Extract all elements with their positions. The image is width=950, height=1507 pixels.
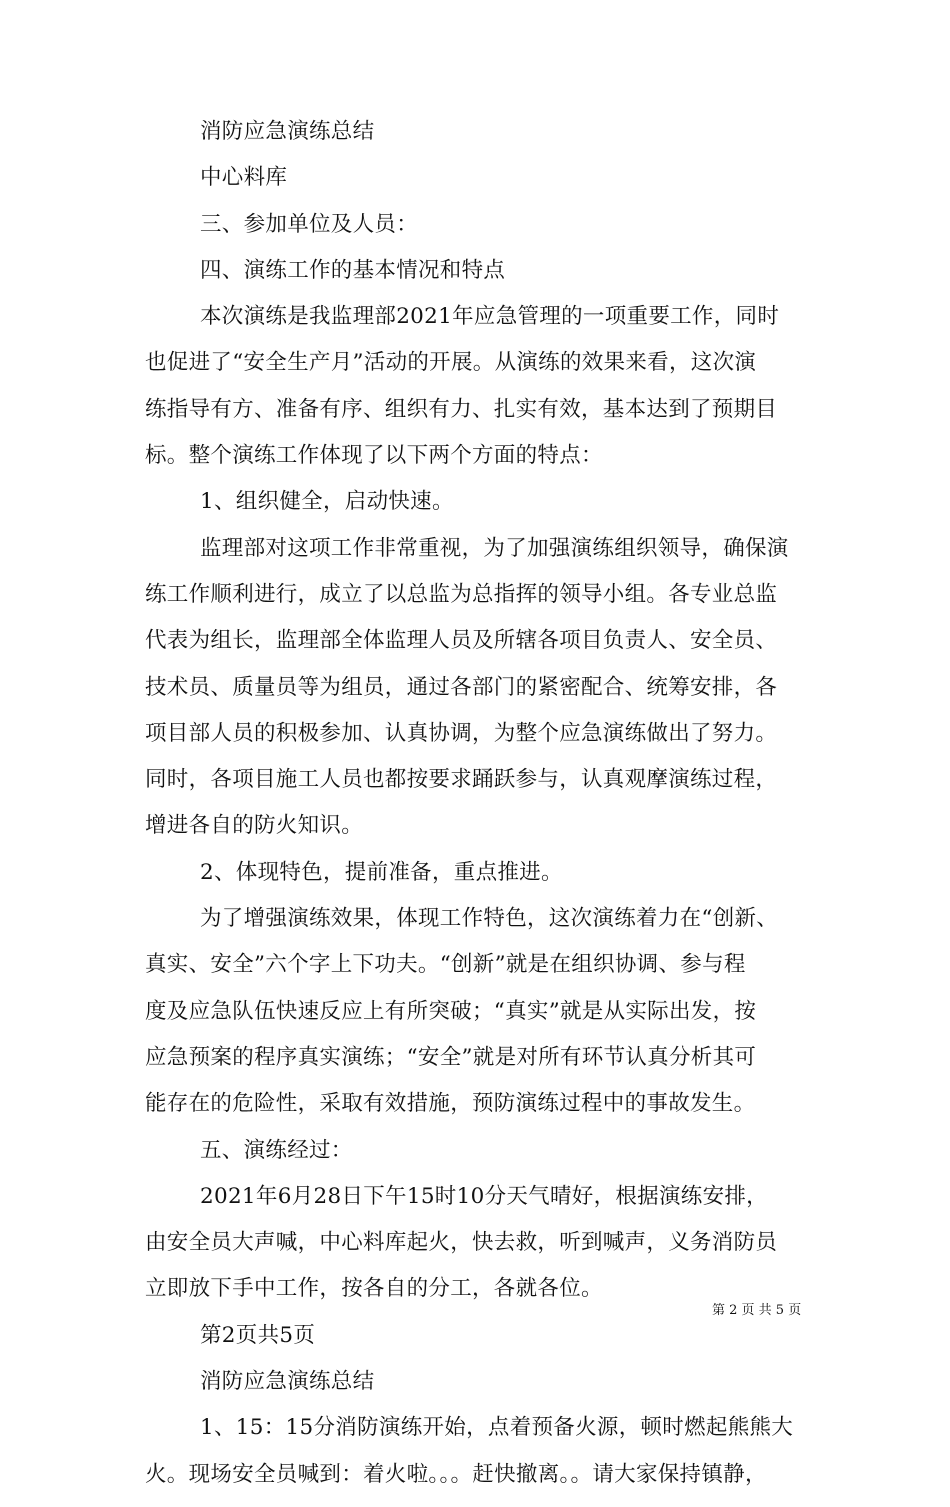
paragraph-line: 项目部人员的积极参加、认真协调，为整个应急演练做出了努力。 xyxy=(145,720,778,746)
paragraph-line: 能存在的危险性，采取有效措施，预防演练过程中的事故发生。 xyxy=(145,1091,756,1117)
section-heading-5: 五、演练经过： xyxy=(200,1137,353,1163)
paragraph-line: 为了增强演练效果，体现工作特色，这次演练着力在“创新、 xyxy=(200,906,779,932)
paragraph-line: 练工作顺利进行，成立了以总监为总指挥的领导小组。各专业总监 xyxy=(145,581,778,607)
location-line: 中心料库 xyxy=(200,165,288,191)
paragraph-line: 由安全员大声喊，中心料库起火，快去救，听到喊声，义务消防员 xyxy=(145,1230,778,1256)
paragraph-line: 同时，各项目施工人员也都按要求踊跃参与，认真观摩演练过程， xyxy=(145,767,778,793)
paragraph-line: 代表为组长，监理部全体监理人员及所辖各项目负责人、安全员、 xyxy=(145,628,778,654)
section-heading-3: 三、参加单位及人员： xyxy=(200,211,419,237)
paragraph-line: 本次演练是我监理部2021年应急管理的一项重要工作，同时 xyxy=(200,304,780,330)
paragraph-line: 技术员、质量员等为组员，通过各部门的紧密配合、统筹安排，各 xyxy=(145,674,778,700)
paragraph-line: 立即放下手中工作，按各自的分工，各就各位。 xyxy=(145,1276,603,1302)
paragraph-line: 标。整个演练工作体现了以下两个方面的特点： xyxy=(145,443,603,469)
paragraph-line: 也促进了“安全生产月”活动的开展。从演练的效果来看，这次演 xyxy=(145,350,757,376)
paragraph-line: 增进各自的防火知识。 xyxy=(145,813,364,839)
paragraph-line: 火。现场安全员喊到：着火啦。。。赶快撤离。。请大家保持镇静， xyxy=(145,1461,767,1487)
paragraph-line: 练指导有方、准备有序、组织有力、扎实有效，基本达到了预期目 xyxy=(145,396,778,422)
paragraph-line: 度及应急队伍快速反应上有所突破；“真实”就是从实际出发，按 xyxy=(145,998,757,1024)
section-heading-4: 四、演练工作的基本情况和特点 xyxy=(200,257,506,283)
inline-page-marker: 第2页共5页 xyxy=(200,1322,316,1348)
document-body xyxy=(145,118,805,1507)
paragraph-line: 监理部对这项工作非常重视，为了加强演练组织领导，确保演 xyxy=(200,535,789,561)
repeated-heading: 消防应急演练总结 xyxy=(200,1369,375,1395)
paragraph-line: 应急预案的程序真实演练；“安全”就是对所有环节认真分析其可 xyxy=(145,1044,757,1070)
doc-heading: 消防应急演练总结 xyxy=(200,119,375,144)
subheading-1: 1、组织健全，启动快速。 xyxy=(200,489,454,515)
paragraph-line: 1、15：15分消防演练开始，点着预备火源，顿时燃起熊熊大 xyxy=(200,1415,794,1441)
page-footer: 第 2 页 共 5 页 xyxy=(712,1303,802,1318)
paragraph-line: 真实、安全”六个字上下功夫。“创新”就是在组织协调、参与程 xyxy=(145,952,746,978)
subheading-2: 2、体现特色，提前准备，重点推进。 xyxy=(200,859,563,885)
paragraph-line: 2021年6月28日下午15时10分天气晴好，根据演练安排， xyxy=(200,1183,768,1209)
